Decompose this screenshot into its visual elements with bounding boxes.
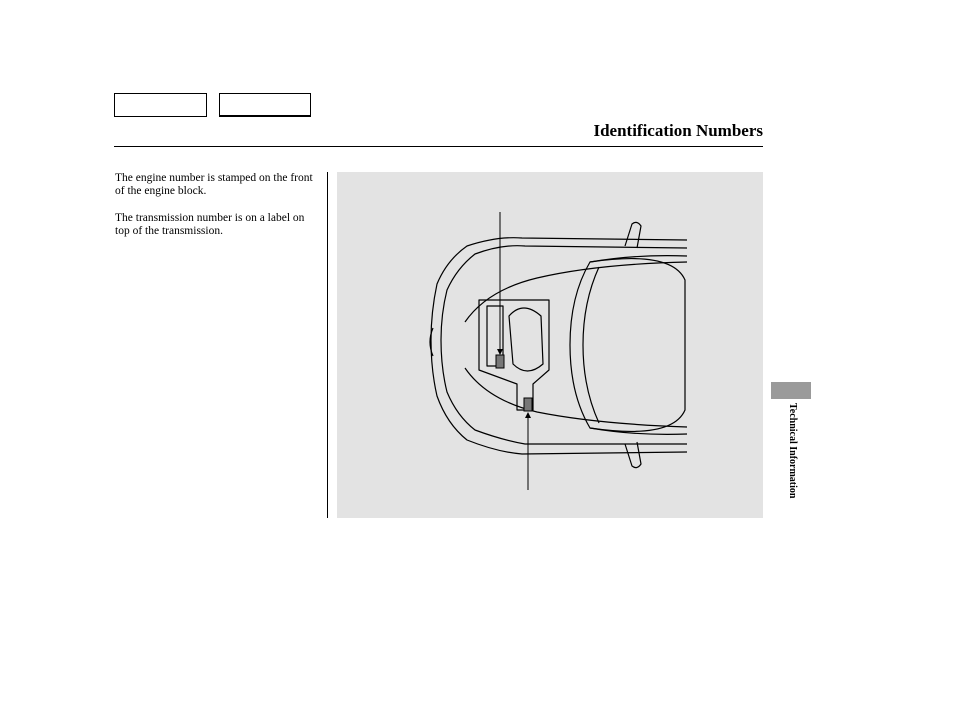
page-title: Identification Numbers [593, 121, 763, 140]
windshield [570, 259, 685, 432]
nav-button-main-menu[interactable] [114, 93, 207, 117]
transmission-number-paragraph: The transmission number is on a label on top of the transmission. [115, 212, 305, 237]
engine-bay-outline [479, 300, 549, 410]
car-top-view-illustration [337, 172, 763, 518]
windshield-inner [583, 267, 599, 423]
transmission-number-arrowhead [525, 412, 531, 418]
section-tab[interactable] [771, 382, 811, 399]
engine-number-marker [496, 355, 504, 368]
engine-number-paragraph: The engine number is stamped on the front of the engine block. [115, 172, 313, 197]
mirror-right [625, 442, 641, 468]
car-body-inner-line [441, 246, 687, 444]
title-divider [114, 146, 763, 147]
car-body-outline [431, 238, 687, 454]
section-label: Technical Information [787, 403, 798, 499]
hood-line-top [465, 262, 687, 322]
column-divider [327, 172, 328, 518]
engine-number-arrowhead [497, 349, 503, 355]
mirror-left [625, 222, 641, 248]
car-top-view-figure [337, 172, 763, 518]
nav-button-index[interactable] [219, 93, 311, 117]
engine-cover [509, 308, 543, 371]
body-text [115, 172, 320, 252]
transmission-number-marker [524, 398, 532, 411]
